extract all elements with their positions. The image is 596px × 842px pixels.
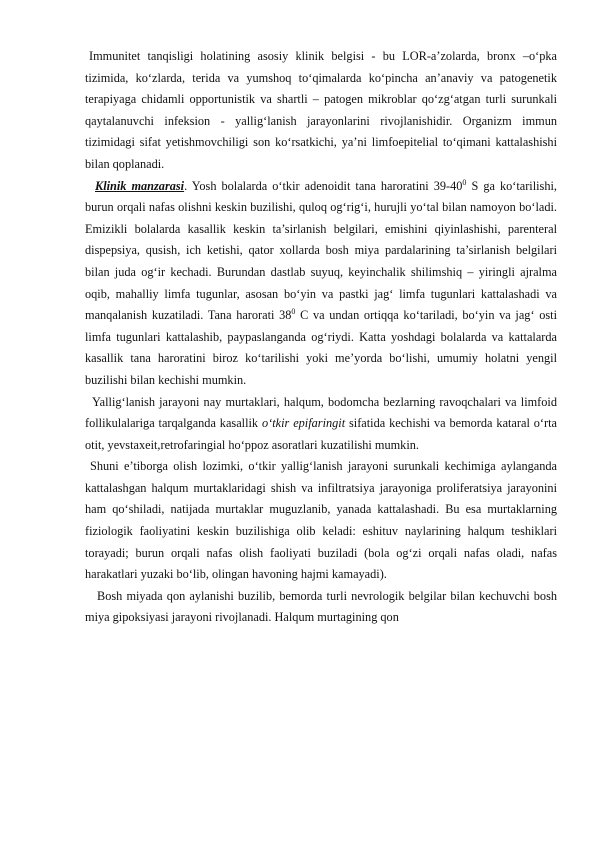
paragraph-clinical-picture [85,176,557,392]
paragraph-text: Immunitet tanqisligi holatining asosiy klinik belgisi - bu LOR-a’zolarda, bronx –o‘pka tizimida, ko‘zlarda, terida va yumshoq to‘qimalarda ko‘pincha an’anaviy va patogenetik terapiyaga chidamli opportunistik va shartli – patogen mikroblar qo‘zg‘atgan turli surunkali qaytalanuvchi infeksion - yallig‘lanish jarayonlarini rivojlanishidir. Organizm immun tizimidagi sifat yetishmovchiligi son ko‘rsatkichi, ya’ni limfoepitelial to‘qimani kattalashishi bilan qoplanadi. [85,49,557,171]
paragraph-chronic-course [85,456,557,586]
paragraph-text: Bosh miyada qon aylanishi buzilib, bemorda turli nevrologik belgilar bilan kechuvchi bosh miya gipoksiyasi jarayoni rivojlanadi. Halqum murtagining qon [85,588,557,625]
paragraph-text: Shuni e’tiborga olish lozimki, o‘tkir yallig‘lanish jarayoni surunkali kechimiga aylanganda kattalashgan halqum murtaklaridagi shish va infiltratsiya jarayoniga proliferatsiya jarayonini ham qo‘shiladi, natijada murtaklar muguzlanib, yanada kattalashadi. Bu esa murtaklarning fiziologik faoliyatini keskin buzilishiga olib keladi: eshituv naylarining halqum teshiklari torayadi; burun orqali nafas olish faoliyati buziladi (bola og‘zi orqali nafas oladi, nafas harakatlari yuzaki bo‘lib, olingan havoning hajmi kamayadi). [85,459,557,582]
paragraph-immunodeficiency [85,46,557,176]
degree-superscript: 0 [462,177,467,187]
paragraph-text: C va undan ortiqqa ko‘tariladi, bo‘yin va jag‘ osti limfa tugunlari kattalashib, paypaslanganda og‘riydi. Katta yoshdagi bolalarda va kattalarda kasallik tana haroratini biroz ko‘tarilishi yoki me’yorda bo‘lishi, umumiy holatni yengil buzilishi bilan kechishi mumkin. [85,308,557,387]
paragraph-text: . Yosh bolalarda o‘tkir adenoidit tana haroratini 39-40 [184,178,463,193]
epipharyngitis-term: o‘tkir epifaringit [261,416,346,431]
clinical-picture-heading: Klinik manzarasi [95,178,185,193]
paragraph-text: Yallig‘lanish jarayoni nay murtaklari, halqum, bodomcha bezlarning ravoqchalari va limfoid follikulalariga tarqalganda kasallik [85,394,557,431]
paragraph-epipharyngitis [85,392,557,457]
paragraph-text: S ga ko‘tarilishi, burun orqali nafas olishni keskin buzilishi, quloq og‘rig‘i, hurujli yo‘tal bilan namoyon bo‘ladi. Emizikli bolalarda kasallik keskin ta’sirlanish belgilari, emishini qiyinlashishi, parenteral dispepsiya, qusish, ich ketishi, qator xollarda bosh miya pardalarining ta’sirlanish belgilari bilan juda og‘ir kechadi. Burundan dastlab suyuq, keyinchalik shilimshiq – yiringli ajralma oqib, mahalliy limfa tugunlar, asosan bo‘yin va pastki jag‘ limfa tugunlari kattalashadi va manqalanish kuzatiladi. Tana harorati 38 [85,178,557,323]
page-body [85,46,557,629]
paragraph-brain-hypoxia [85,586,557,629]
paragraph-text: sifatida kechishi va bemorda kataral o‘rta otit, yevstaxeit,retrofaringial ho‘ppoz asoratlari kuzatilishi mumkin. [85,416,557,452]
degree-superscript: 0 [291,307,296,317]
